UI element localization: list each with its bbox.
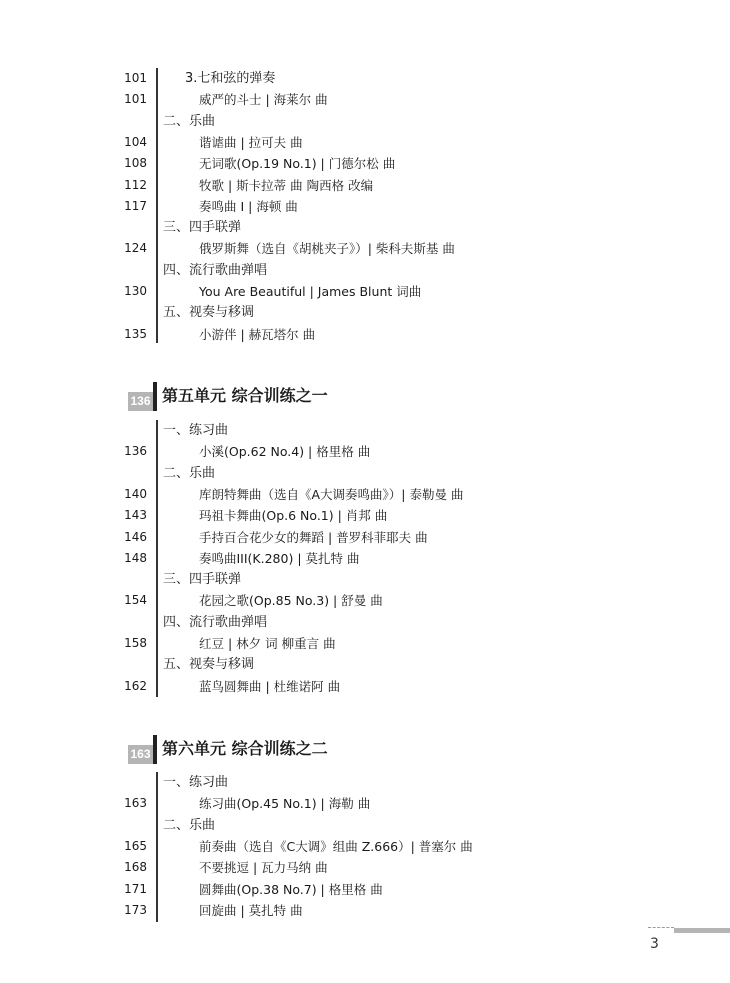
toc-entry-title: 奏鸣曲 I | 海顿 曲: [199, 198, 298, 214]
toc-section-title: 三、四手联弹: [163, 572, 242, 588]
toc-entry-title: You Are Beautiful | James Blunt 词曲: [199, 284, 422, 299]
toc-page-number: 165: [124, 838, 147, 853]
toc-section-title: 二、乐曲: [163, 817, 216, 833]
toc-entry-title: 小溪(Op.62 No.4) | 格里格 曲: [199, 444, 371, 460]
unit-heading-6: [0, 735, 730, 765]
toc-entry-row: [0, 484, 730, 505]
toc-section-row: [0, 772, 730, 793]
unit-bar: [153, 735, 157, 764]
toc-page-number: 135: [124, 326, 147, 341]
toc-page-number: 136: [124, 444, 147, 459]
toc-page-number: 112: [124, 177, 147, 192]
toc-entry-title: 圆舞曲(Op.38 No.7) | 格里格 曲: [199, 881, 383, 897]
toc-entry-row: [0, 676, 730, 697]
toc-page-number: 117: [124, 198, 147, 213]
unit-bar: [153, 382, 157, 411]
toc-section-row: [0, 260, 730, 281]
toc-entry-title: 小游伴 | 赫瓦塔尔 曲: [199, 326, 316, 342]
toc-entry-row: [0, 505, 730, 526]
toc-entry-row: [0, 793, 730, 814]
toc-page-number: 130: [124, 284, 147, 298]
toc-entry-title: 花园之歌(Op.85 No.3) | 舒曼 曲: [199, 593, 383, 609]
toc-section-title: 3.七和弦的弹奏: [185, 71, 276, 86]
toc-section-row: [0, 569, 730, 590]
unit-title: 第五单元 综合训练之一: [162, 386, 328, 405]
page-number: 3: [650, 936, 659, 952]
toc-page-number: 143: [124, 508, 147, 523]
toc-entry-row: [0, 196, 730, 217]
toc-page-number: 173: [124, 902, 147, 917]
toc-entry-title: 蓝鸟圆舞曲 | 杜维诺阿 曲: [199, 678, 341, 694]
toc-entry-row: [0, 836, 730, 857]
toc-section-title: 五、视奏与移调: [163, 305, 255, 321]
toc-entry-title: 威严的斗士 | 海莱尔 曲: [199, 92, 328, 108]
toc-entry-row: [0, 175, 730, 196]
toc-section-row: [0, 420, 730, 441]
toc-entry-title: 红豆 | 林夕 词 柳重言 曲: [199, 636, 336, 651]
toc-section-row: [0, 815, 730, 836]
toc-section-title: 四、流行歌曲弹唱: [163, 614, 268, 630]
toc-page-number: 163: [124, 796, 147, 811]
toc-entry-row: [0, 441, 730, 462]
toc-section-title: 五、视奏与移调: [163, 657, 255, 673]
toc-page-number: 108: [124, 156, 147, 171]
folio-dash: [648, 927, 674, 928]
toc-entry-row: [0, 590, 730, 611]
toc-entry-title: 俄罗斯舞（选自《胡桃夹子》）| 柴科夫斯基 曲: [199, 241, 455, 257]
toc-section-title: 二、乐曲: [163, 113, 216, 129]
toc-entry-title: 谐谑曲 | 拉可夫 曲: [199, 134, 303, 150]
toc-page-number: 101: [124, 92, 147, 107]
toc-entry-row: [0, 900, 730, 921]
toc-page-number: 162: [124, 678, 147, 693]
toc-page-number: 140: [124, 486, 147, 501]
unit-badge-page: 136: [128, 392, 153, 411]
toc-entry-row: [0, 132, 730, 153]
toc-section-title: 二、乐曲: [163, 465, 216, 481]
toc-section-row: [0, 217, 730, 238]
toc-page-number: 124: [124, 241, 147, 256]
toc-page-number: 154: [124, 593, 147, 608]
toc-section-title: 一、练习曲: [163, 423, 229, 438]
toc-section-row: [0, 612, 730, 633]
toc-section-row: [0, 654, 730, 675]
toc-entry-row: [0, 857, 730, 878]
toc-entry-row: [0, 89, 730, 110]
toc-entry-title: 练习曲(Op.45 No.1) | 海勒 曲: [199, 796, 371, 812]
toc-section-row: [0, 463, 730, 484]
toc-entry-title: 牧歌 | 斯卡拉蒂 曲 陶西格 改编: [199, 177, 374, 193]
toc-entry-title: 手持百合花少女的舞蹈 | 普罗科菲耶夫 曲: [199, 529, 428, 545]
toc-entry-row: [0, 527, 730, 548]
toc-entry-title: 库朗特舞曲（选自《A大调奏鸣曲》）| 泰勒曼 曲: [199, 486, 464, 502]
toc-entry-row: [0, 238, 730, 259]
toc-entry-row: [0, 281, 730, 302]
toc-section-row: [0, 68, 730, 89]
toc-page-number: 168: [124, 860, 147, 875]
toc-section-row: [0, 302, 730, 323]
toc-page-number: 148: [124, 550, 147, 565]
toc-page-number: 171: [124, 881, 147, 896]
toc-entry-row: [0, 633, 730, 654]
toc-section-title: 一、练习曲: [163, 775, 229, 790]
toc-entry-row: [0, 324, 730, 345]
folio-bar: [674, 928, 730, 933]
toc-section-row: [0, 111, 730, 132]
toc-entry-title: 回旋曲 | 莫扎特 曲: [199, 902, 303, 918]
toc-entry-row: [0, 153, 730, 174]
toc-entry-title: 不要挑逗 | 瓦力马纳 曲: [199, 860, 328, 876]
toc-page-number: 104: [124, 134, 147, 149]
toc-entry-title: 奏鸣曲III(K.280) | 莫扎特 曲: [199, 550, 360, 566]
unit-title: 第六单元 综合训练之二: [162, 739, 328, 758]
toc-section-title: 三、四手联弹: [163, 220, 242, 236]
toc-entry-row: [0, 548, 730, 569]
toc-entry-title: 无词歌(Op.19 No.1) | 门德尔松 曲: [199, 156, 396, 172]
toc-entry-row: [0, 879, 730, 900]
toc-page-number: 146: [124, 529, 147, 544]
unit-heading-5: [0, 382, 730, 412]
toc-entry-title: 玛祖卡舞曲(Op.6 No.1) | 肖邦 曲: [199, 508, 388, 524]
unit-badge-page: 163: [128, 745, 153, 764]
toc-entry-title: 前奏曲（选自《C大调》组曲 Z.666）| 普塞尔 曲: [199, 838, 473, 854]
toc-section-title: 四、流行歌曲弹唱: [163, 262, 268, 278]
toc-page-number: 158: [124, 636, 147, 650]
toc-page-number: 101: [124, 71, 147, 85]
